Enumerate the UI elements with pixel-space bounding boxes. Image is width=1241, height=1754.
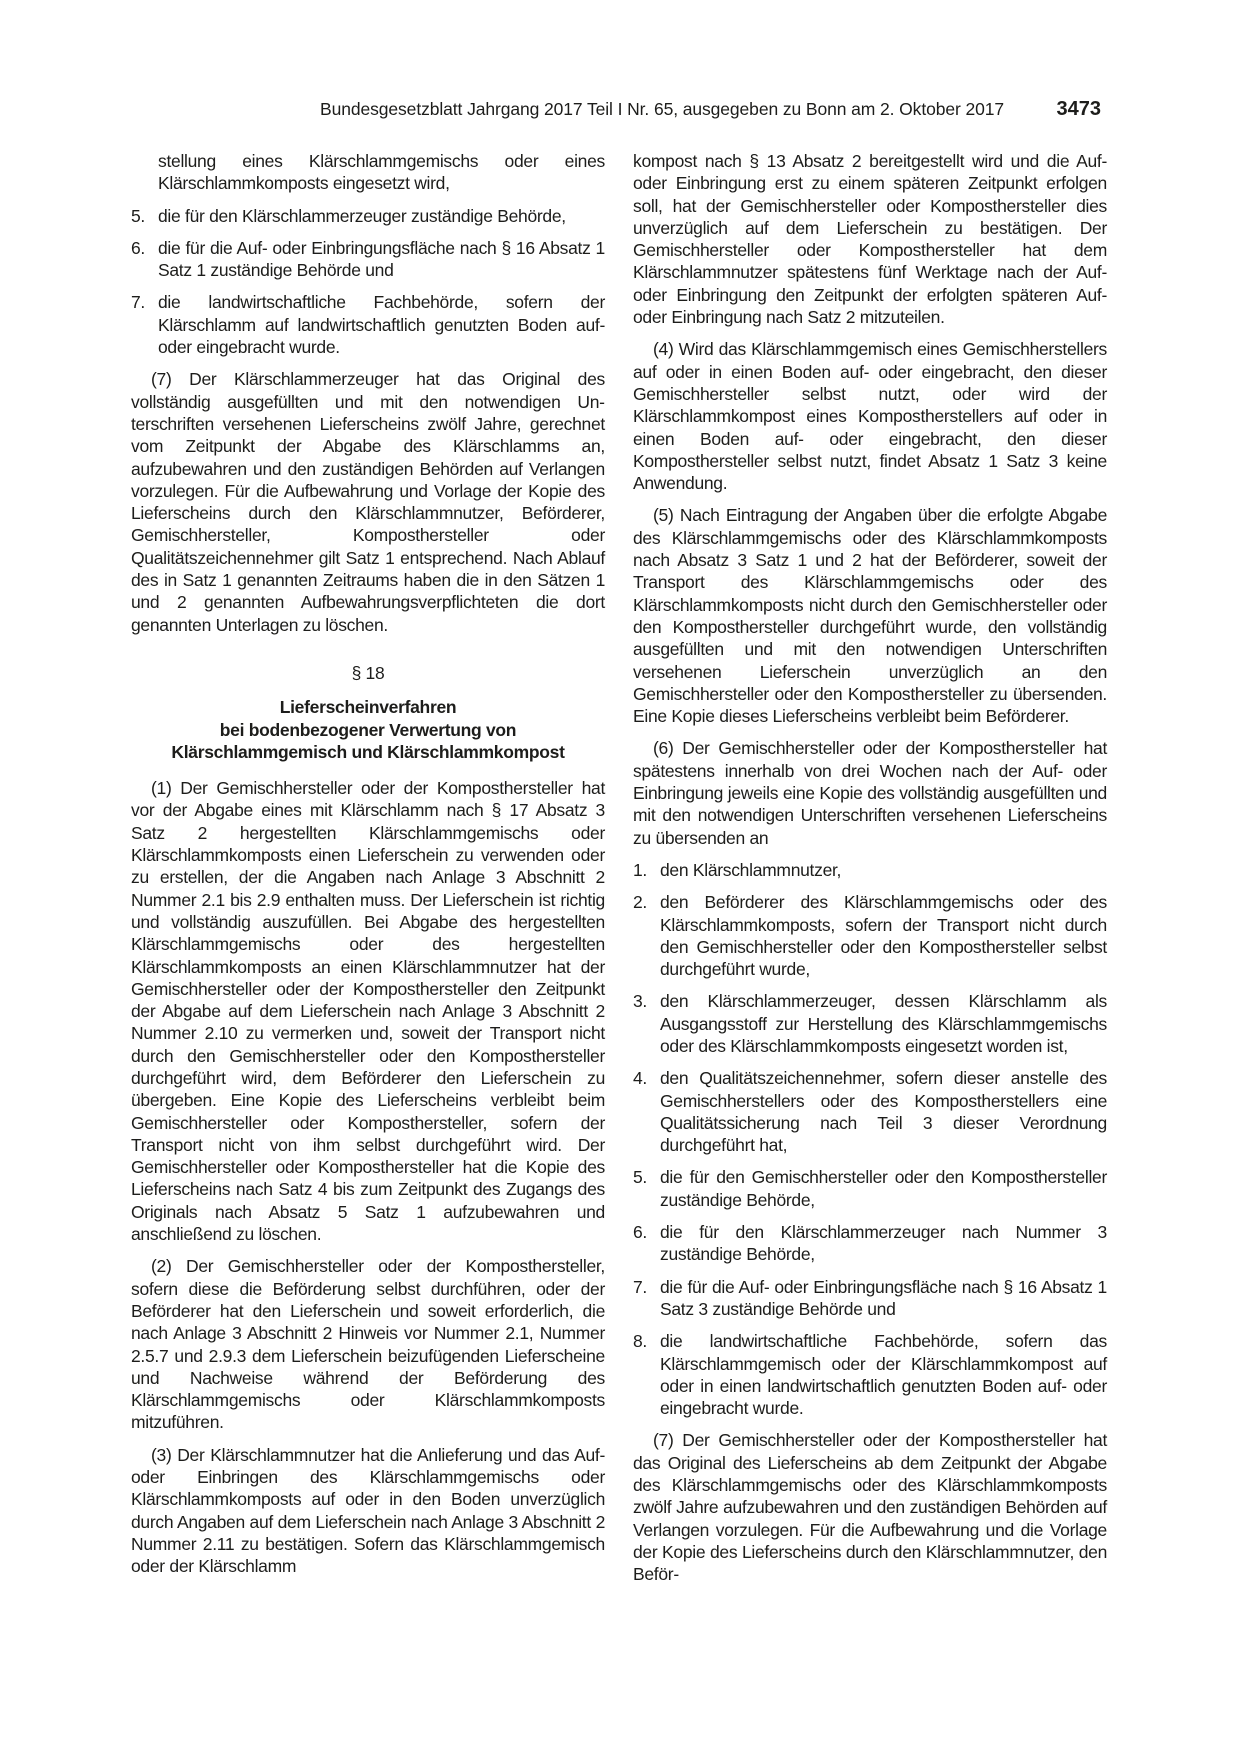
section-title-line: Lieferscheinverfahren [279,697,457,718]
continued-paragraph: kompost nach § 13 Absatz 2 bereitgestellt wird und die Auf- oder Einbringung erst zu einem späteren Zeitpunkt erfolgen soll, hat der Gemischhersteller oder Komposthersteller dies unverzüglich auf dem Lieferschein zu bestätigen. Der Gemischhersteller oder Komposthersteller hat dem Klärschlammnutzer spätestens fünf Werktage nach der Auf- oder Einbringung den Zeitpunkt der erfolgten späteren Auf- oder Einbringung nach Satz 2 mitzuteilen. [633,151,1107,328]
list-item-text: den Beförderer des Klärschlammgemischs oder des Klärschlammkomposts, sofern der Transport nicht durch den Gemischhersteller oder den Komposthersteller selbst durchgeführt wurde, [660,892,1107,980]
list-item-text: die für den Klärschlammerzeuger zuständige Behörde, [158,205,566,226]
section-title-line: bei bodenbezogener Verwertung von [219,719,517,740]
list-item [633,1276,1107,1321]
paragraph-7: (7) Der Klärschlammerzeuger hat das Original des vollständig ausgefüllten und mit den notwendigen Unterschriften versehenen Lieferscheins zwölf Jahre, gerechnet vom Zeitpunkt der Abgabe des Klärschlamms an, aufzubewahren und den zuständigen Behörden auf Verlangen vorzulegen. Für die Aufbewahrung und Vorlage der Kopie des Lieferscheins durch den Klärschlammnutzer, Beförderer, Gemischhersteller, Komposthersteller oder Qualitätszeichennehmer gilt Satz 1 entsprechend. Nach Ablauf des in Satz 1 genannten Zeitraums haben die in den Sätzen 1 und 2 genannten Aufbewahrungsverpflichteten die dort genannten Unterlagen zu löschen. [131,369,605,635]
paragraph-4: (4) Wird das Klärschlammgemisch eines Gemischherstellers auf oder in einen Boden auf- oder eingebracht, den dieser Gemischhersteller selbst nutzt, oder wird der Klärschlammkompost eines Kompostherstellers auf oder in einen Boden auf- oder eingebracht, den dieser Komposthersteller selbst nutzt, findet Absatz 1 Satz 3 keine Anwendung. [633,339,1107,494]
list-item-text: den Klärschlammnutzer, [660,859,842,880]
page-header [131,99,1101,125]
list-item-number: 1. [633,859,647,880]
list-item [633,859,1107,881]
paragraph-1: (1) Der Gemischhersteller oder der Komposthersteller hat vor der Abgabe eines mit Klärschlamm nach § 17 Absatz 3 Satz 2 hergestellten Klärschlammgemischs oder Klärschlammkomposts einen Lieferschein zu verwenden oder zu erstellen, der die Angaben nach Anlage 3 Abschnitt 2 Nummer 2.1 bis 2.9 enthalten muss. Der Lieferschein ist richtig und vollständig auszufüllen. Bei Abgabe des hergestellten Klärschlammgemischs oder des hergestellten Klärschlammkomposts an einen Klärschlammnutzer hat der Gemischhersteller oder der Komposthersteller den Zeitpunkt der Abgabe auf dem Lieferschein nach Anlage 3 Abschnitt 2 Nummer 2.10 zu vermerken und, soweit der Transport nicht durch den Gemischhersteller oder den Komposthersteller durchgeführt wird, dem Beförderer den Lieferschein zu übergeben. Eine Kopie des Lieferscheins verbleibt beim Gemischhersteller oder Komposthersteller, sofern der Transport nicht von ihm selbst durchgeführt wird. Der Gemischhersteller oder Komposthersteller hat die Kopie des Lieferscheins nach Satz 4 bis zum Zeitpunkt des Zugangs des Originals nach Absatz 5 Satz 1 aufzubewahren und anschließend zu löschen. [131,778,605,1245]
list-item-text: den Qualitätszeichennehmer, sofern dieser anstelle des Gemischherstellers oder des Kompostherstellers eine Qualitätssicherung nach Teil 3 dieser Verordnung durchgeführt hat, [660,1068,1107,1156]
list-item [131,205,605,227]
paragraph-2: (2) Der Gemischhersteller oder der Komposthersteller, sofern diese die Beförderung selbst durchführen, oder der Beförderer hat den Lieferschein und soweit erforderlich, die nach Anlage 3 Abschnitt 2 Hinweis vor Nummer 2.1, Nummer 2.5.7 und 2.9.3 dem Lieferschein beizufügenden Lieferscheine und Nachweise während der Beförderung des Klärschlammgemischs oder Klärschlammkomposts mitzuführen. [131,1256,605,1433]
continued-list-item: stellung eines Klärschlammgemischs oder eines Klärschlammkomposts eingesetzt wird, [158,151,605,194]
list-item-text: die für die Auf- oder Einbringungsfläche nach § 16 Absatz 1 Satz 3 zuständige Behörde und [660,1276,1107,1319]
list-item-text: die für den Gemischhersteller oder den Komposthersteller zuständige Behörde, [660,1167,1107,1210]
list-item-number: 6. [633,1222,647,1243]
list-item-text: die für die Auf- oder Einbringungsfläche nach § 16 Absatz 1 Satz 1 zuständige Behörde und [158,237,605,281]
list-item [633,1221,1107,1266]
section-title-line: Klärschlammgemisch und Klärschlammkompost [171,741,565,762]
list-item [633,1330,1107,1419]
list-item-text: die landwirtschaftliche Fachbehörde, sofern das Klärschlammgemisch oder der Klärschlammkompost auf oder in einen landwirtschaftlich genutzten Boden auf- oder eingebracht wurde. [660,1331,1107,1419]
list-item-number: 5. [131,205,145,226]
paragraph-7: (7) Der Gemischhersteller oder der Komposthersteller hat das Original des Lieferscheins ab dem Zeitpunkt der Abgabe des Klärschlammgemischs oder des Klärschlammkomposts zwölf Jahre aufzubewahren und den zuständigen Behörden auf Verlangen vorzulegen. Für die Aufbewahrung und die Vorlage der Kopie des Lieferscheins durch den Klärschlammnutzer, den Beför- [633,1430,1107,1585]
list-item [633,891,1107,980]
right-column [633,150,1107,1596]
list-item-number: 5. [633,1167,647,1188]
list-item-number: 2. [633,892,647,913]
list-item [131,237,605,282]
list-item-number: 7. [633,1276,647,1297]
list-item [131,291,605,358]
paragraph-5: (5) Nach Eintragung der Angaben über die erfolgte Abgabe des Klärschlammgemischs oder des Klärschlammkomposts nach Absatz 3 Satz 1 und 2 hat der Beförderer, soweit der Transport des Klärschlammgemischs oder des Klärschlammkomposts nicht durch den Gemischhersteller oder den Komposthersteller durchgeführt wurde, den vollständig ausgefüllten und mit den notwendigen Unterschriften versehenen Lieferschein unverzüglich an den Gemischhersteller oder den Komposthersteller zu übersenden. Eine Kopie dieses Lieferscheins verbleibt beim Beförderer. [633,505,1107,727]
header-title: Bundesgesetzblatt Jahrgang 2017 Teil I Nr. 65, ausgegeben zu Bonn am 2. Oktober 2017 [320,99,1004,119]
paragraph-6: (6) Der Gemischhersteller oder der Komposthersteller hat spätestens innerhalb von drei Wochen nach der Auf- oder Einbringung jeweils eine Kopie des vollständig ausgefüllten und mit den notwendigen Unterschriften versehenen Lieferscheins zu übersenden an [633,738,1107,848]
paragraph-3: (3) Der Klärschlammnutzer hat die Anlieferung und das Auf- oder Einbringen des Klärschlammgemischs oder Klärschlammkomposts auf oder in den Boden unverzüglich durch Angaben auf dem Lieferschein nach Anlage 3 Abschnitt 2 Nummer 2.11 zu bestätigen. Sofern das Klärschlammgemisch oder der Klärschlamm [131,1444,605,1577]
list-item-number: 3. [633,991,647,1012]
list-item-text: den Klärschlammerzeuger, dessen Klärschlamm als Ausgangsstoff zur Herstellung des Klärschlammgemischs oder des Klärschlammkomposts eingesetzt worden ist, [660,991,1107,1056]
list-item-text: die für den Klärschlammerzeuger nach Nummer 3 zuständige Behörde, [660,1222,1107,1265]
list-item-number: 6. [131,237,145,258]
list-item-number: 8. [633,1331,647,1352]
list-item [633,1166,1107,1211]
list-item-number: 4. [633,1068,647,1089]
list-item-number: 7. [131,292,145,313]
left-column [131,150,605,1588]
section-title [131,696,605,763]
page-number: 3473 [1056,98,1101,120]
list-item [633,1067,1107,1156]
section-number: § 18 [351,662,385,683]
list-item [633,990,1107,1057]
list-item-text: die landwirtschaftliche Fachbehörde, sofern der Klärschlamm auf landwirtschaftlich genutzten Boden auf- oder eingebracht wurde. [158,292,605,358]
